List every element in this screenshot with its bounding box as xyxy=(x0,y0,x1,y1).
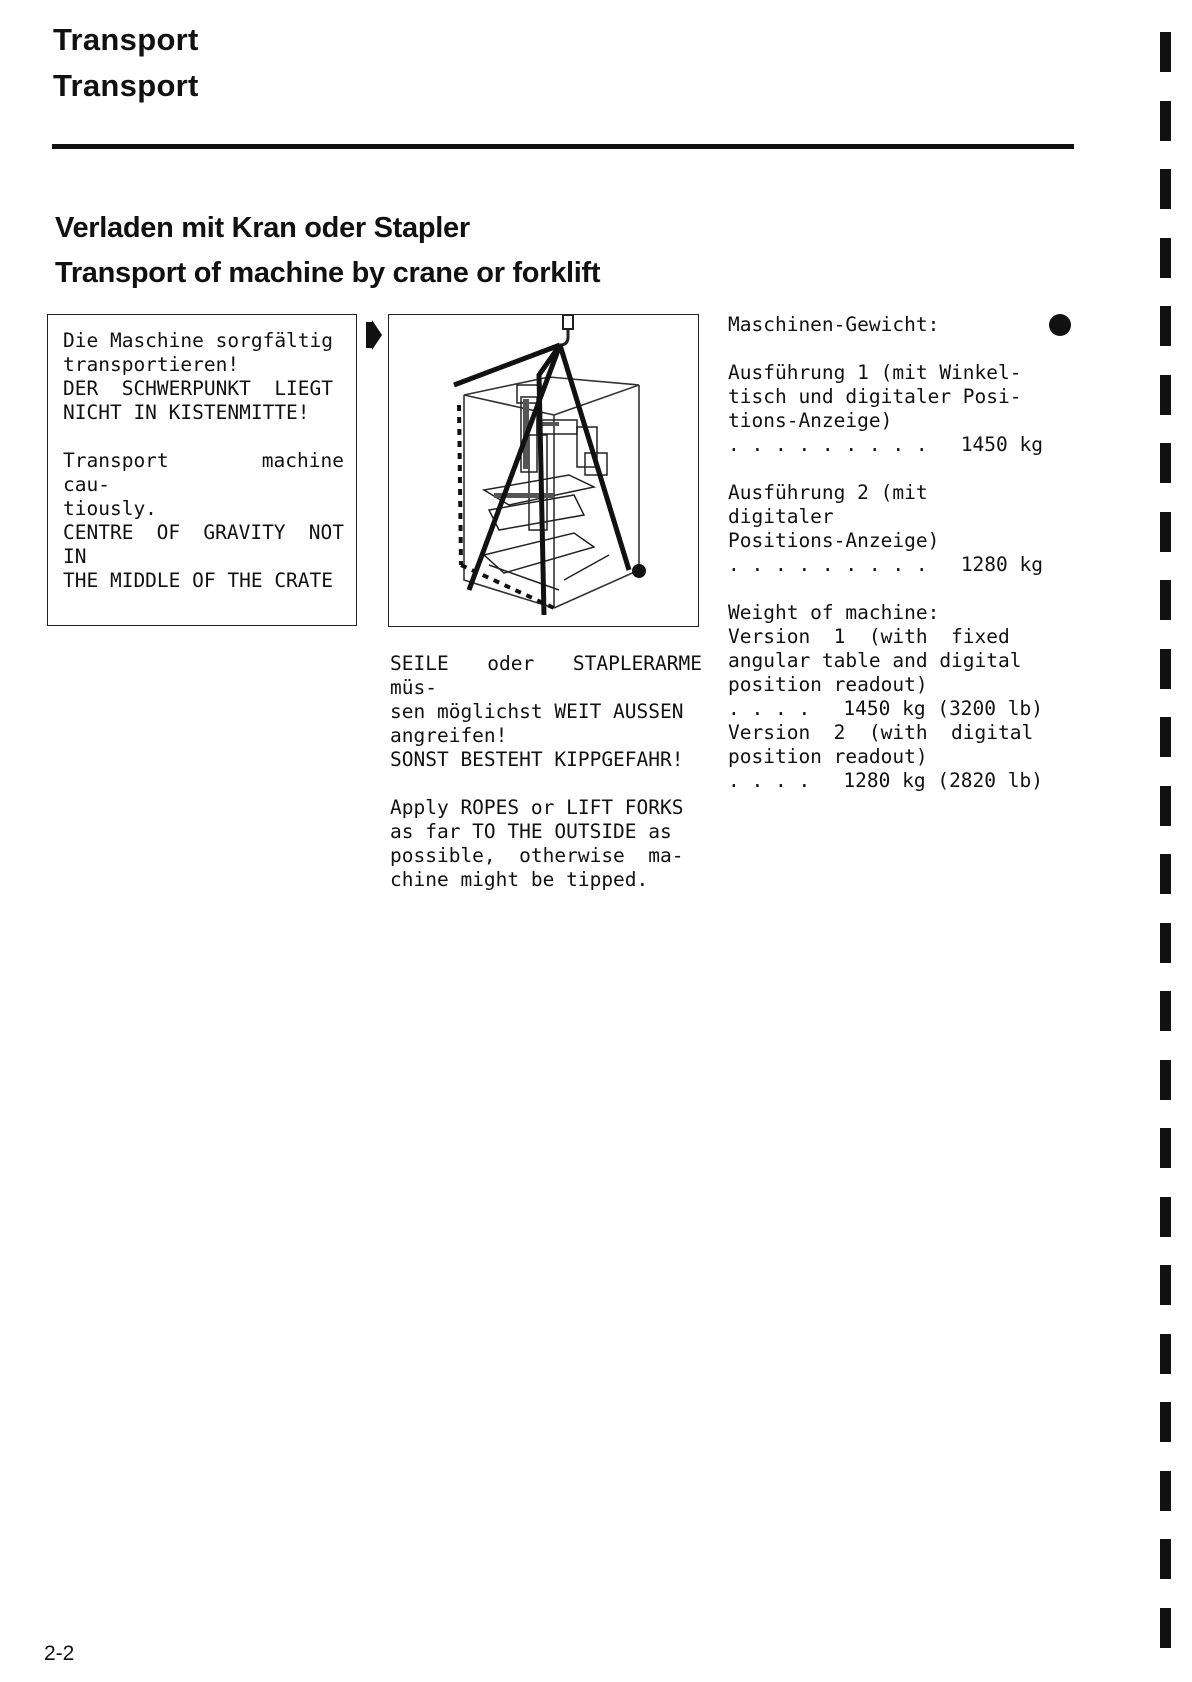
margin-bar xyxy=(1160,238,1171,278)
version2-de-line: Ausführung 2 (mit digitaler xyxy=(728,481,940,528)
version2-en-line: position readout) xyxy=(728,745,928,768)
caption-de-line: angreifen! xyxy=(390,724,508,747)
header-title-en: Transport xyxy=(53,68,199,103)
leader-dots: . . . . . . . . . xyxy=(728,553,928,576)
version1-de-line: Ausführung 1 (mit Winkel- xyxy=(728,361,1022,384)
leader-dots: . . . . . . . . . xyxy=(728,433,928,456)
version2-weight-value-en: 1280 kg (2820 lb) xyxy=(843,769,1043,792)
machine-weight-spec xyxy=(728,313,1043,793)
version1-en-weight-row xyxy=(728,697,1043,721)
caption-en-line: possible, otherwise ma- xyxy=(390,844,684,867)
section-title-en: Transport of machine by crane or forklift xyxy=(55,257,601,289)
version2-en-weight-row xyxy=(728,769,1043,793)
margin-bar xyxy=(1160,649,1171,689)
caption-en-line: as far TO THE OUTSIDE as xyxy=(390,820,672,843)
note-de-line: NICHT IN KISTENMITTE! xyxy=(63,401,310,424)
caption-en-line: chine might be tipped. xyxy=(390,868,649,891)
margin-bar xyxy=(1160,580,1171,620)
note-de-line: transportieren! xyxy=(63,353,240,376)
margin-bar xyxy=(1160,991,1171,1031)
margin-bar xyxy=(1160,101,1171,141)
version1-en-line: angular table and digital xyxy=(728,649,1022,672)
version1-weight-value: 1450 kg xyxy=(960,433,1043,456)
margin-bar xyxy=(1160,1265,1171,1305)
margin-bar xyxy=(1160,32,1171,72)
margin-bar xyxy=(1160,786,1171,826)
version2-en-line: Version 2 (with digital xyxy=(728,721,1034,744)
version1-en-line: position readout) xyxy=(728,673,928,696)
margin-bar xyxy=(1160,923,1171,963)
leader-dots: . . . . xyxy=(728,697,811,720)
version2-de-weight-row xyxy=(728,553,1043,577)
note-en-line: tiously. xyxy=(63,497,157,520)
leader-dots: . . . . xyxy=(728,769,811,792)
margin-bar xyxy=(1160,1608,1171,1648)
margin-bar xyxy=(1160,1402,1171,1442)
weight-heading-en: Weight of machine: xyxy=(728,601,940,624)
caption-de-line: sen möglichst WEIT AUSSEN xyxy=(390,700,684,723)
page-number: 2-2 xyxy=(44,1642,75,1665)
section-title-de: Verladen mit Kran oder Stapler xyxy=(55,212,470,244)
caption-de-line: SEILE oder STAPLERARME müs- xyxy=(390,652,714,699)
version1-de-line: tions-Anzeige) xyxy=(728,409,893,432)
margin-bar xyxy=(1160,1471,1171,1511)
margin-bar xyxy=(1160,1060,1171,1100)
version2-weight-value: 1280 kg xyxy=(960,553,1043,576)
version1-weight-value-en: 1450 kg (3200 lb) xyxy=(843,697,1043,720)
note-de-line: Die Maschine sorgfältig xyxy=(63,329,334,352)
bullet-dot-icon xyxy=(1049,314,1071,336)
rope-placement-caption xyxy=(390,652,714,892)
version1-de-weight-row xyxy=(728,433,1043,457)
margin-bar xyxy=(1160,1128,1171,1168)
version2-de-line: Positions-Anzeige) xyxy=(728,529,940,552)
caution-note-box xyxy=(47,314,368,626)
margin-bar xyxy=(1160,512,1171,552)
margin-bar xyxy=(1160,443,1171,483)
margin-bar xyxy=(1160,854,1171,894)
version1-en-line: Version 1 (with fixed xyxy=(728,625,1010,648)
version1-de-line: tisch und digitaler Posi- xyxy=(728,385,1022,408)
margin-bar xyxy=(1160,375,1171,415)
note-en-line: CENTRE OF GRAVITY NOT IN xyxy=(63,521,356,568)
margin-bar xyxy=(1160,717,1171,757)
caption-en-line: Apply ROPES or LIFT FORKS xyxy=(390,796,684,819)
note-en-line: THE MIDDLE OF THE CRATE xyxy=(63,569,334,592)
crate-lifting-figure xyxy=(388,314,699,627)
margin-bar xyxy=(1160,306,1171,346)
note-de-line: DER SCHWERPUNKT LIEGT xyxy=(63,377,334,400)
weight-heading-de: Maschinen-Gewicht: xyxy=(728,313,940,336)
margin-bar xyxy=(1160,1334,1171,1374)
pointer-arrow-icon xyxy=(364,320,384,350)
margin-bar xyxy=(1160,1539,1171,1579)
header-title-de: Transport xyxy=(53,22,199,57)
crate-lifting-illustration-icon xyxy=(389,315,699,627)
margin-bar xyxy=(1160,169,1171,209)
header-rule xyxy=(52,144,1074,149)
margin-bar xyxy=(1160,1197,1171,1237)
caption-de-line: SONST BESTEHT KIPPGEFAHR! xyxy=(390,748,684,771)
note-en-line: Transport machine cau- xyxy=(63,449,368,496)
